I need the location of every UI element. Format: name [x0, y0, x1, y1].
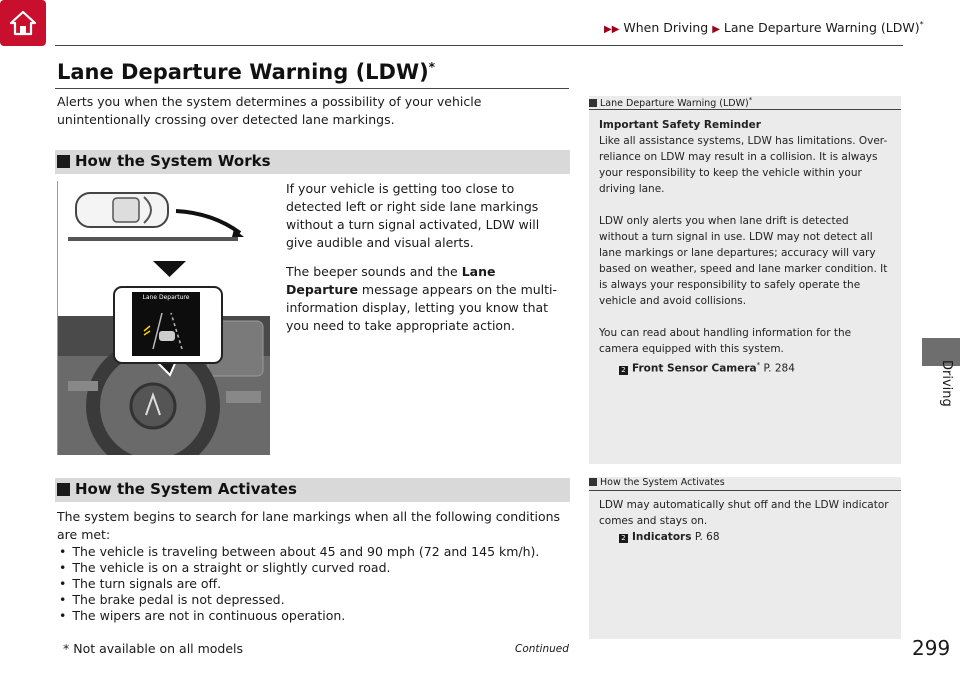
- note-panel-activates: [589, 477, 901, 639]
- ref-page: P. 68: [694, 531, 720, 543]
- breadcrumb-arrow-icon: ▶: [712, 24, 720, 36]
- page-title-asterisk: *: [428, 60, 436, 74]
- section-marker-icon: [57, 155, 70, 168]
- section-heading-activates: How the System Activates: [75, 480, 297, 498]
- footnote: * Not available on all models: [63, 641, 244, 656]
- list-item: • The vehicle is on a straight or slightly curved road.: [57, 560, 577, 576]
- note-title: [589, 96, 901, 109]
- breadcrumb: [604, 20, 924, 35]
- note-marker-icon: [589, 478, 597, 486]
- works-description: [286, 180, 569, 346]
- section-marker-icon: [57, 483, 70, 496]
- page-number: 299: [912, 636, 951, 660]
- note-title-text: Lane Departure Warning (LDW): [600, 98, 749, 110]
- home-button[interactable]: [0, 0, 46, 46]
- note-body: [599, 117, 891, 377]
- breadcrumb-asterisk: *: [919, 20, 924, 29]
- conditions-list: [57, 544, 577, 624]
- note-paragraph-1: Like all assistance systems, LDW has limitations. Over-reliance on LDW may result in a collision. It is always your responsibility to keep the vehicle within your driving lane.: [599, 135, 888, 195]
- note-marker-icon: [589, 99, 597, 107]
- intro-text: Alerts you when the system determines a possibility of your vehicle unintentionally crossing over detected lane markings.: [57, 94, 482, 127]
- reference-arrow-icon: 2: [619, 366, 628, 375]
- ref-label: Front Sensor Camera: [632, 362, 757, 375]
- display-message: Lane Departure: [142, 294, 190, 301]
- list-item: • The wipers are not in continuous operation.: [57, 608, 577, 624]
- works-paragraph-2-start: The beeper sounds and the: [286, 264, 462, 279]
- lane-departure-term: Lane Departure: [286, 264, 496, 297]
- breadcrumb-arrow-icon: ▶▶: [604, 24, 620, 36]
- ref-link-indicators[interactable]: [599, 529, 891, 545]
- note-paragraph-3: You can read about handling information for the camera equipped with this system.: [599, 327, 852, 355]
- ref-link-front-sensor-camera[interactable]: [599, 357, 891, 377]
- works-paragraph-1: If your vehicle is getting too close to detected left or right side lane markings without a turn signal activated, LDW will give audible and visual alerts.: [286, 181, 540, 250]
- works-paragraph-2: [286, 263, 569, 335]
- section-header-activates: [55, 478, 570, 502]
- home-icon: [9, 9, 37, 37]
- note-paragraph-2: LDW only alerts you when lane drift is detected without a turn signal in use. LDW may not detect all lane markings or lane departures; accuracy will vary based on weather, speed and lane marker condition. It is always your responsibility to safely operate the vehicle and avoid collisions.: [599, 215, 888, 307]
- note-title: [589, 477, 901, 488]
- section-heading-works: How the System Works: [75, 152, 271, 170]
- ldw-illustration: [57, 181, 270, 455]
- ref-asterisk: *: [756, 361, 761, 369]
- car-top-view-icon: [76, 193, 168, 227]
- list-item: • The turn signals are off.: [57, 576, 577, 592]
- page-title: [57, 60, 435, 84]
- pointer-arrow-icon: [153, 261, 186, 277]
- list-item: • The brake pedal is not depressed.: [57, 592, 577, 608]
- note-title-text: How the System Activates: [600, 477, 725, 488]
- note-paragraph-1: LDW may automatically shut off and the LDW indicator comes and stays on.: [599, 499, 889, 527]
- works-paragraph-2-end: message appears on the multi-information display, letting you know that you need to take appropriate action.: [286, 282, 558, 333]
- breadcrumb-link-when-driving[interactable]: When Driving: [623, 20, 709, 36]
- multi-information-display: [132, 292, 200, 356]
- section-header-works: [55, 150, 570, 174]
- header-divider: [55, 45, 903, 46]
- reference-arrow-icon: 2: [619, 534, 628, 543]
- note-body: [599, 497, 891, 545]
- continued-label: Continued: [515, 643, 569, 655]
- list-item: • The vehicle is traveling between about 45 and 90 mph (72 and 145 km/h).: [57, 544, 577, 560]
- breadcrumb-link-ldw[interactable]: Lane Departure Warning (LDW): [723, 20, 920, 36]
- activates-intro: The system begins to search for lane markings when all the following conditions are met:: [57, 509, 561, 542]
- page-title-text: Lane Departure Warning (LDW): [57, 60, 429, 84]
- side-tab-label: Driving: [939, 360, 954, 407]
- note-panel-ldw: [589, 96, 901, 464]
- ref-page: P. 284: [763, 362, 795, 375]
- note-divider: [589, 490, 901, 491]
- ldw-figure-svg: [58, 181, 270, 455]
- title-divider: [55, 88, 569, 89]
- note-subheading: Important Safety Reminder: [599, 119, 761, 131]
- note-title-asterisk: *: [748, 96, 753, 104]
- ref-label: Indicators: [632, 531, 692, 543]
- note-divider: [589, 109, 901, 110]
